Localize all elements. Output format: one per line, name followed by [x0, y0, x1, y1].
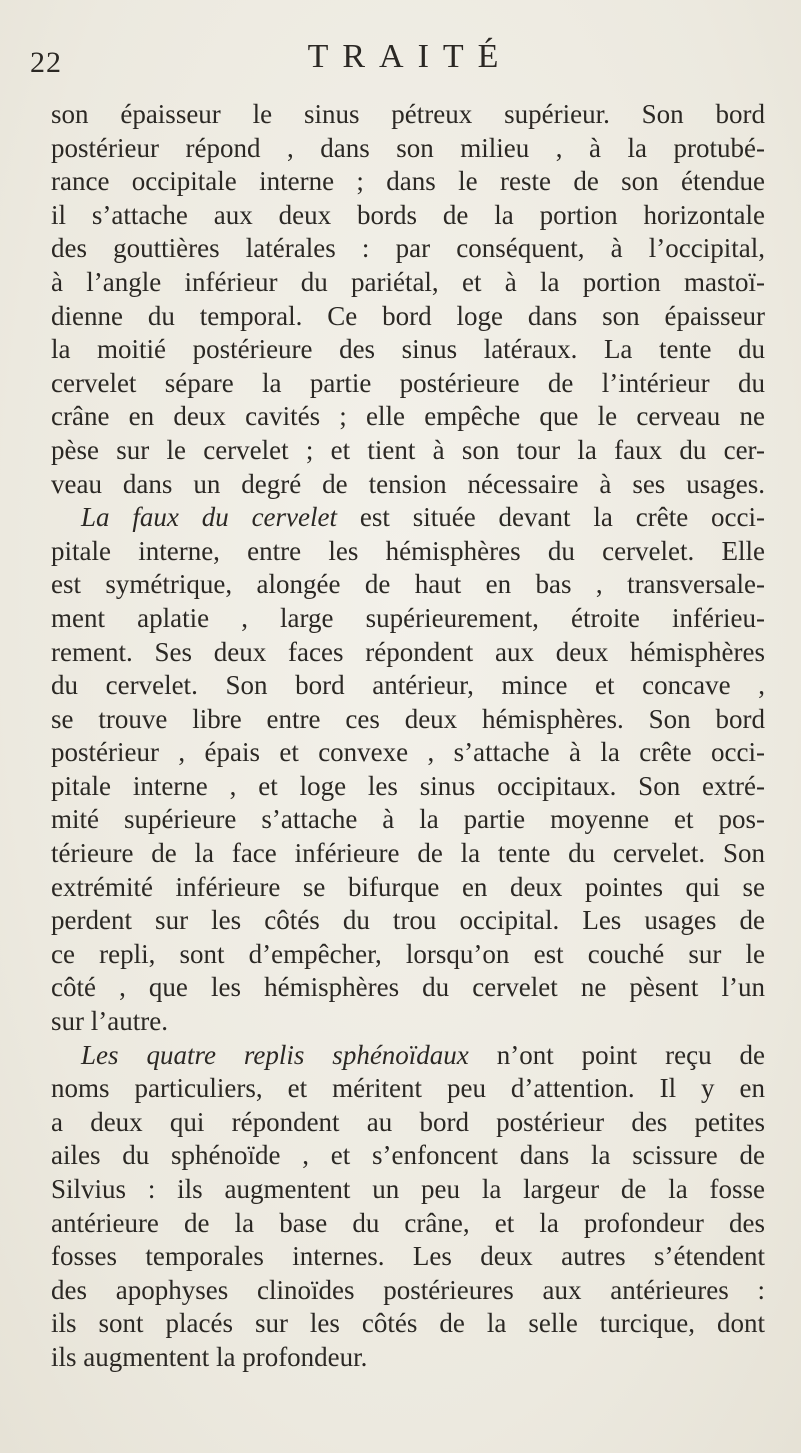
text-line: dienne du temporal. Ce bord loge dans son épaisseur	[51, 300, 765, 331]
text-line: noms particuliers, et méritent peu d’attention. Il y en	[51, 1073, 765, 1104]
text-line: son épaisseur le sinus pétreux supérieur. Son bord	[51, 99, 765, 129]
text-line: ce repli, sont d’empêcher, lorsqu’on est couché sur le	[51, 938, 765, 969]
text-line: côté , que les hémisphères du cervelet ne pèsent l’un	[51, 972, 765, 1003]
page-header	[30, 38, 770, 82]
italic-term: Les quatre replis sphénoïdaux	[81, 1039, 469, 1070]
text-line: pèse sur le cervelet ; et tient à son tour la faux du cer-	[51, 434, 765, 465]
text-line: crâne en deux cavités ; elle empêche que le cerveau ne	[51, 401, 765, 432]
text-line: ailes du sphénoïde , et s’enfoncent dans la scissure de	[51, 1140, 765, 1171]
text-line: a deux qui répondent au bord postérieur des petites	[51, 1106, 765, 1137]
text-line: postérieur , épais et convexe , s’attache à la crête occi-	[51, 737, 765, 768]
text-line: des gouttières latérales : par conséquent, à l’occipital,	[51, 233, 765, 264]
text-line: du cervelet. Son bord antérieur, mince et concave ,	[51, 670, 765, 701]
text-line: rance occipitale interne ; dans le reste de son étendue	[51, 166, 765, 197]
text-line: postérieur répond , dans son milieu , à la protubé-	[51, 132, 765, 163]
paragraph-opening-line	[51, 501, 765, 535]
text-line: est symétrique, alongée de haut en bas , transversale-	[51, 569, 765, 600]
italic-term: La faux du cervelet	[81, 502, 338, 533]
page-number: 22	[30, 46, 62, 79]
text-line: perdent sur les côtés du trou occipital. Les usages de	[51, 905, 765, 936]
text-line: à l’angle inférieur du pariétal, et à la portion mastoï-	[51, 266, 765, 297]
text-line: extrémité inférieure se bifurque en deux pointes qui se	[51, 871, 765, 902]
text-line: cervelet sépare la partie postérieure de l’intérieur du	[51, 367, 765, 398]
text-line: ils sont placés sur les côtés de la selle turcique, dont	[51, 1308, 765, 1339]
text-line: veau dans un degré de tension nécessaire à ses usages.	[51, 468, 765, 499]
running-title: TRAITÉ	[307, 38, 513, 75]
text-line: se trouve libre entre ces deux hémisphères. Son bord	[51, 703, 765, 734]
text-line: antérieure de la base du crâne, et la profondeur des	[51, 1207, 765, 1238]
text-fragment: est située devant la crête occi-	[337, 502, 765, 533]
text-line: fosses temporales internes. Les deux autres s’étendent	[51, 1241, 765, 1272]
text-line: mité supérieure s’attache à la partie moyenne et pos-	[51, 804, 765, 835]
text-line: la moitié postérieure des sinus latéraux. La tente du	[51, 334, 765, 365]
text-line: Silvius : ils augmentent un peu la largeur de la fosse	[51, 1174, 765, 1204]
text-line: pitale interne, entre les hémisphères du cervelet. Elle	[51, 535, 765, 566]
body-text	[51, 98, 765, 1375]
text-line: sur l’autre.	[51, 1006, 168, 1037]
text-line: des apophyses clinoïdes postérieures aux antérieures :	[51, 1274, 765, 1305]
paragraph-opening-line	[51, 1039, 765, 1073]
text-line: térieure de la face inférieure de la tente du cervelet. Son	[51, 838, 765, 869]
text-line: rement. Ses deux faces répondent aux deux hémisphères	[51, 636, 765, 667]
text-line: ils augmentent la profondeur.	[51, 1341, 368, 1372]
text-line: pitale interne , et loge les sinus occipitaux. Son extré-	[51, 770, 765, 801]
text-fragment: n’ont point reçu de	[468, 1039, 765, 1070]
text-line: il s’attache aux deux bords de la portion horizontale	[51, 199, 765, 230]
text-line: ment aplatie , large supérieurement, étroite inférieu-	[51, 602, 765, 633]
